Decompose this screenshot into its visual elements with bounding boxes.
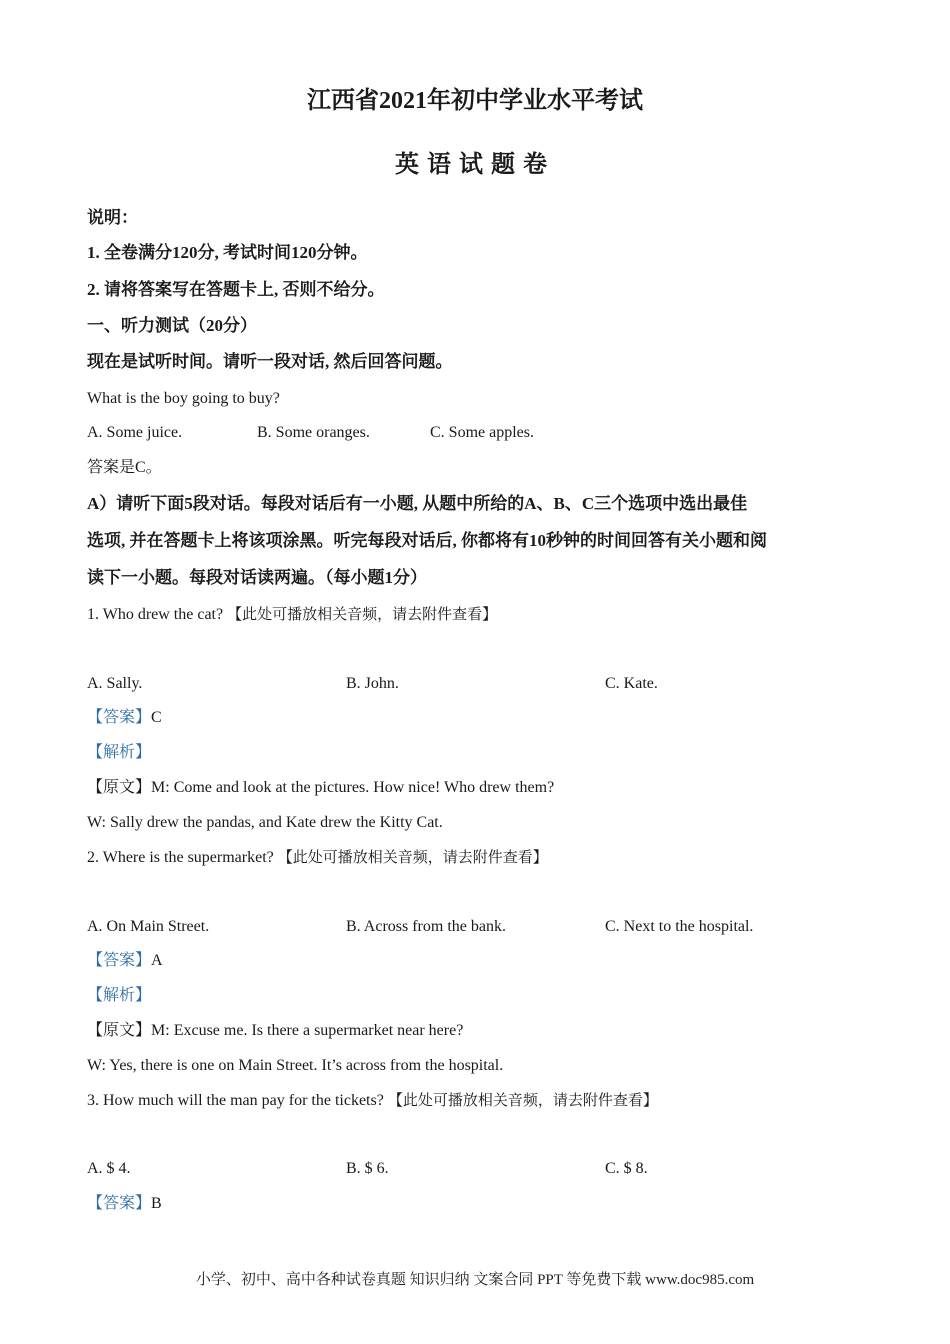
option-b: B. $ 6. — [346, 1160, 389, 1177]
answer-label: 【答案】 — [87, 709, 152, 726]
option-a: A. $ 4. — [87, 1160, 131, 1177]
question-text: 2. Where is the supermarket? — [87, 849, 274, 866]
trial-question: What is the boy going to buy? — [87, 390, 280, 407]
question-1-transcript-2: W: Sally drew the pandas, and Kate drew the Kitty Cat. — [87, 814, 443, 831]
answer-label: 【答案】 — [87, 1195, 152, 1212]
option-c: C. $ 8. — [605, 1160, 648, 1177]
transcript-label: 【原文】 — [87, 779, 152, 796]
question-text: 1. Who drew the cat? — [87, 606, 224, 623]
question-text: 3. How much will the man pay for the tickets? — [87, 1092, 384, 1109]
option-b: B. John. — [346, 675, 399, 692]
option-b: B. Across from the bank. — [346, 918, 506, 935]
trial-answer: 答案是C。 — [87, 459, 162, 476]
answer-value: A — [151, 952, 163, 969]
transcript-line: M: Excuse me. Is there a supermarket near here? — [151, 1022, 464, 1039]
part-a-instruction-line-3: 读下一小题。每段对话读两遍。（每小题1分） — [87, 568, 427, 587]
instructions-heading: 说明： — [87, 208, 138, 227]
question-2 — [87, 847, 548, 868]
answer-value: C — [151, 709, 162, 726]
instruction-item-2: 2. 请将答案写在答题卡上, 否则不给分。 — [87, 280, 385, 299]
question-2-transcript-2: W: Yes, there is one on Main Street. It’s across from the hospital. — [87, 1057, 504, 1074]
question-2-analysis-label: 【解析】 — [87, 987, 152, 1004]
transcript-label: 【原文】 — [87, 1022, 152, 1039]
answer-label: 【答案】 — [87, 952, 152, 969]
audio-note: 【此处可播放相关音频，请去附件查看】 — [227, 605, 498, 623]
trial-option-c: C. Some apples. — [430, 424, 534, 441]
option-a: A. Sally. — [87, 675, 143, 692]
question-2-answer — [87, 951, 163, 971]
section-heading: 一、听力测试（20分） — [87, 316, 257, 335]
page-footer: 小学、初中、高中各种试卷真题 知识归纳 文案合同 PPT 等免费下载 www.doc985.com — [195, 1272, 755, 1288]
trial-option-b: B. Some oranges. — [257, 424, 370, 441]
transcript-line: M: Come and look at the pictures. How nice! Who drew them? — [151, 779, 555, 796]
option-c: C. Next to the hospital. — [605, 918, 754, 935]
question-3 — [87, 1090, 658, 1111]
instruction-item-1: 1. 全卷满分120分, 考试时间120分钟。 — [87, 243, 368, 262]
audio-note: 【此处可播放相关音频，请去附件查看】 — [387, 1091, 658, 1109]
part-a-instruction-line-1: A）请听下面5段对话。每段对话后有一小题, 从题中所给的A、B、C三个选项中选出最佳 — [87, 494, 748, 513]
question-1-answer — [87, 708, 162, 728]
question-2-transcript-1 — [87, 1021, 463, 1041]
question-1-transcript-1 — [87, 778, 554, 798]
option-a: A. On Main Street. — [87, 918, 210, 935]
page-title: 江西省2021年初中学业水平考试 — [307, 88, 643, 114]
part-a-instruction-line-2: 选项, 并在答题卡上将该项涂黑。听完每段对话后, 你都将有10秒钟的时间回答有关小题和阅 — [87, 531, 767, 550]
question-1-analysis-label: 【解析】 — [87, 744, 152, 761]
answer-value: B — [151, 1195, 162, 1212]
question-1 — [87, 604, 497, 625]
option-c: C. Kate. — [605, 675, 658, 692]
trial-intro: 现在是试听时间。请听一段对话, 然后回答问题。 — [87, 352, 453, 371]
audio-note: 【此处可播放相关音频，请去附件查看】 — [277, 848, 548, 866]
trial-option-a: A. Some juice. — [87, 424, 183, 441]
question-3-answer — [87, 1194, 162, 1214]
page-subtitle: 英语试题卷 — [395, 152, 555, 178]
